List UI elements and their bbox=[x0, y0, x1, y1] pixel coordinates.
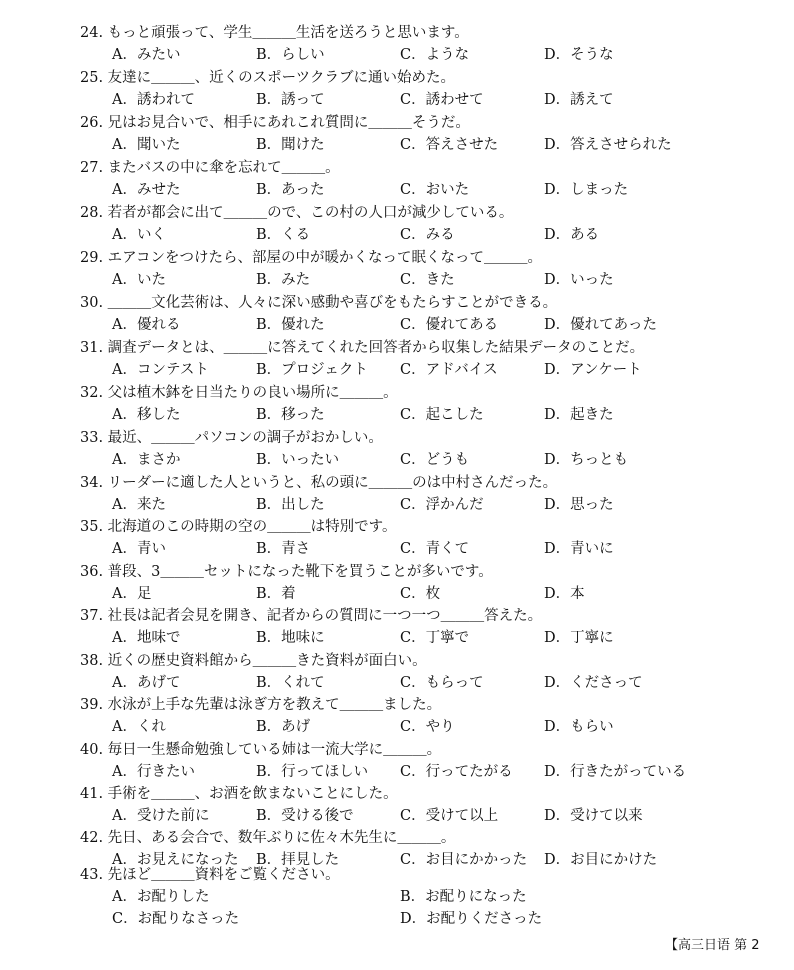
option-d: D．丁寧に bbox=[544, 630, 614, 646]
option-c: C．もらって bbox=[400, 675, 484, 691]
question-stem: 39. 水泳が上手な先輩は泳ぎ方を教えて＿＿＿ました。 bbox=[80, 697, 442, 713]
answer-options bbox=[0, 46, 794, 64]
answer-options bbox=[0, 763, 794, 781]
question-stem: 42. 先日、ある会合で、数年ぶりに佐々木先生に＿＿＿。 bbox=[80, 830, 456, 846]
option-b: B．みた bbox=[256, 272, 311, 288]
question-stem: 30. ＿＿＿文化芸術は、人々に深い感動や喜びをもたらすことができる。 bbox=[80, 295, 558, 311]
answer-options bbox=[0, 226, 794, 244]
question-stem: 41. 手術を＿＿＿、お酒を飲まないことにした。 bbox=[80, 786, 398, 802]
option-c: C．青くて bbox=[400, 541, 470, 557]
option-a: A．いた bbox=[112, 272, 166, 288]
option-c: C．浮かんだ bbox=[400, 497, 484, 513]
option-c: C．ような bbox=[400, 47, 470, 63]
option-b: B．受ける後で bbox=[256, 808, 354, 824]
option-b: B．拝見した bbox=[256, 852, 340, 868]
option-d: D．答えさせられた bbox=[544, 137, 672, 153]
option-a: A．行きたい bbox=[112, 764, 195, 780]
option-b: B．青さ bbox=[256, 541, 311, 557]
option-c: C．優れてある bbox=[400, 317, 499, 333]
option-a: A．来た bbox=[112, 497, 166, 513]
option-d: D．青いに bbox=[544, 541, 614, 557]
question-stem: 38. 近くの歴史資料館から＿＿＿きた資料が面白い。 bbox=[80, 653, 427, 669]
question-stem: 34. リーダーに適した人というと、私の頭に＿＿＿のは中村さんだった。 bbox=[80, 475, 558, 491]
answer-options bbox=[0, 451, 794, 469]
option-b: B．出した bbox=[256, 497, 325, 513]
option-b: B．着 bbox=[256, 586, 296, 602]
option-c: C．枚 bbox=[400, 586, 441, 602]
option-a: A．まさか bbox=[112, 452, 181, 468]
option-d: D．そうな bbox=[544, 47, 614, 63]
option-a: A．みたい bbox=[112, 47, 181, 63]
option-c: C．やり bbox=[400, 719, 455, 735]
option-d: D．本 bbox=[544, 586, 585, 602]
option-b: B．くる bbox=[256, 227, 311, 243]
option-c: C．お目にかかった bbox=[400, 852, 528, 868]
option-c: C．アドバイス bbox=[400, 362, 498, 378]
answer-options bbox=[0, 361, 794, 379]
option-a: A．くれ bbox=[112, 719, 166, 735]
option-d: D．しまった bbox=[544, 182, 629, 198]
option-d: D．行きたがっている bbox=[544, 764, 687, 780]
option-c: C．行ってたがる bbox=[400, 764, 513, 780]
option-d: D．お配りくださった bbox=[400, 911, 543, 927]
option-d: D．くださって bbox=[544, 675, 643, 691]
option-d: D．もらい bbox=[544, 719, 614, 735]
question-stem: 26. 兄はお見合いで、相手にあれこれ質問に＿＿＿そうだ。 bbox=[80, 115, 470, 131]
option-c: C．誘わせて bbox=[400, 92, 484, 108]
answer-options bbox=[0, 674, 794, 692]
option-b: B．移った bbox=[256, 407, 325, 423]
option-a: A．青い bbox=[112, 541, 166, 557]
option-a: A．コンテスト bbox=[112, 362, 209, 378]
answer-options bbox=[0, 888, 794, 928]
answer-options bbox=[0, 181, 794, 199]
option-b: B．優れた bbox=[256, 317, 325, 333]
option-a: A．お見えになった bbox=[112, 852, 239, 868]
option-d: D．アンケート bbox=[544, 362, 642, 378]
option-b: B．行ってほしい bbox=[256, 764, 369, 780]
option-a: A．いく bbox=[112, 227, 166, 243]
option-a: A．お配りした bbox=[112, 889, 210, 905]
option-c: C．丁寧で bbox=[400, 630, 470, 646]
question-stem: 43. 先ほど＿＿＿資料をご覧ください。 bbox=[80, 867, 340, 883]
option-c: C．お配りなさった bbox=[112, 911, 240, 927]
option-c: C．答えさせた bbox=[400, 137, 499, 153]
option-b: B．あった bbox=[256, 182, 325, 198]
option-d: D．誘えて bbox=[544, 92, 614, 108]
answer-options bbox=[0, 406, 794, 424]
question-stem: 28. 若者が都会に出て＿＿＿ので、この村の人口が減少している。 bbox=[80, 205, 514, 221]
answer-options bbox=[0, 585, 794, 603]
answer-options bbox=[0, 136, 794, 154]
question-stem: 40. 毎日一生懸命勉強している姉は一流大学に＿＿＿。 bbox=[80, 742, 442, 758]
option-d: D．ある bbox=[544, 227, 600, 243]
question-stem: 29. エアコンをつけたら、部屋の中が暖かくなって眠くなって＿＿＿。 bbox=[80, 250, 542, 266]
option-b: B．くれて bbox=[256, 675, 325, 691]
option-a: A．みせた bbox=[112, 182, 181, 198]
answer-options bbox=[0, 718, 794, 736]
option-b: B．らしい bbox=[256, 47, 325, 63]
question-stem: 35. 北海道のこの時期の空の＿＿＿は特別です。 bbox=[80, 519, 397, 535]
option-b: B．プロジェクト bbox=[256, 362, 368, 378]
answer-options bbox=[0, 496, 794, 514]
option-d: D．起きた bbox=[544, 407, 614, 423]
option-a: A．地味で bbox=[112, 630, 181, 646]
option-d: D．いった bbox=[544, 272, 614, 288]
answer-options bbox=[0, 540, 794, 558]
option-b: B．聞けた bbox=[256, 137, 325, 153]
question-stem: 24. もっと頑張って、学生＿＿＿生活を送ろうと思います。 bbox=[80, 25, 469, 41]
option-d: D．優れてあった bbox=[544, 317, 657, 333]
option-d: D．お目にかけた bbox=[544, 852, 658, 868]
option-b: B．いったい bbox=[256, 452, 340, 468]
answer-options bbox=[0, 91, 794, 109]
option-a: A．移した bbox=[112, 407, 181, 423]
option-a: A．誘われて bbox=[112, 92, 195, 108]
option-c: C．おいた bbox=[400, 182, 470, 198]
option-c: C．受けて以上 bbox=[400, 808, 499, 824]
answer-options bbox=[0, 271, 794, 289]
option-d: D．受けて以来 bbox=[544, 808, 643, 824]
option-c: C．どうも bbox=[400, 452, 470, 468]
question-stem: 36. 普段、3＿＿＿セットになった靴下を買うことが多いです。 bbox=[80, 564, 493, 580]
option-b: B．地味に bbox=[256, 630, 325, 646]
question-stem: 37. 社長は記者会見を開き、記者からの質問に一つ一つ＿＿＿答えた。 bbox=[80, 608, 543, 624]
question-stem: 31. 調査データとは、＿＿＿に答えてくれた回答者から収集した結果データのことだ。 bbox=[80, 340, 645, 356]
question-stem: 27. またバスの中に傘を忘れて＿＿＿。 bbox=[80, 160, 340, 176]
option-c: C．起こした bbox=[400, 407, 484, 423]
option-d: D．思った bbox=[544, 497, 614, 513]
option-c: C．きた bbox=[400, 272, 455, 288]
option-d: D．ちっとも bbox=[544, 452, 629, 468]
option-a: A．足 bbox=[112, 586, 152, 602]
option-b: B．あげ bbox=[256, 719, 311, 735]
option-a: A．聞いた bbox=[112, 137, 181, 153]
option-a: A．あげて bbox=[112, 675, 181, 691]
option-b: B．お配りになった bbox=[400, 889, 527, 905]
option-a: A．優れる bbox=[112, 317, 181, 333]
question-stem: 32. 父は植木鉢を日当たりの良い場所に＿＿＿。 bbox=[80, 385, 398, 401]
answer-options bbox=[0, 316, 794, 334]
option-a: A．受けた前に bbox=[112, 808, 210, 824]
option-c: C．みる bbox=[400, 227, 455, 243]
answer-options bbox=[0, 807, 794, 825]
question-stem: 25. 友達に＿＿＿、近くのスポーツクラブに通い始めた。 bbox=[80, 70, 455, 86]
page-footer: 【高三日语 第 2 bbox=[665, 938, 760, 953]
answer-options bbox=[0, 629, 794, 647]
question-stem: 33. 最近、＿＿＿パソコンの調子がおかしい。 bbox=[80, 430, 383, 446]
option-b: B．誘って bbox=[256, 92, 325, 108]
